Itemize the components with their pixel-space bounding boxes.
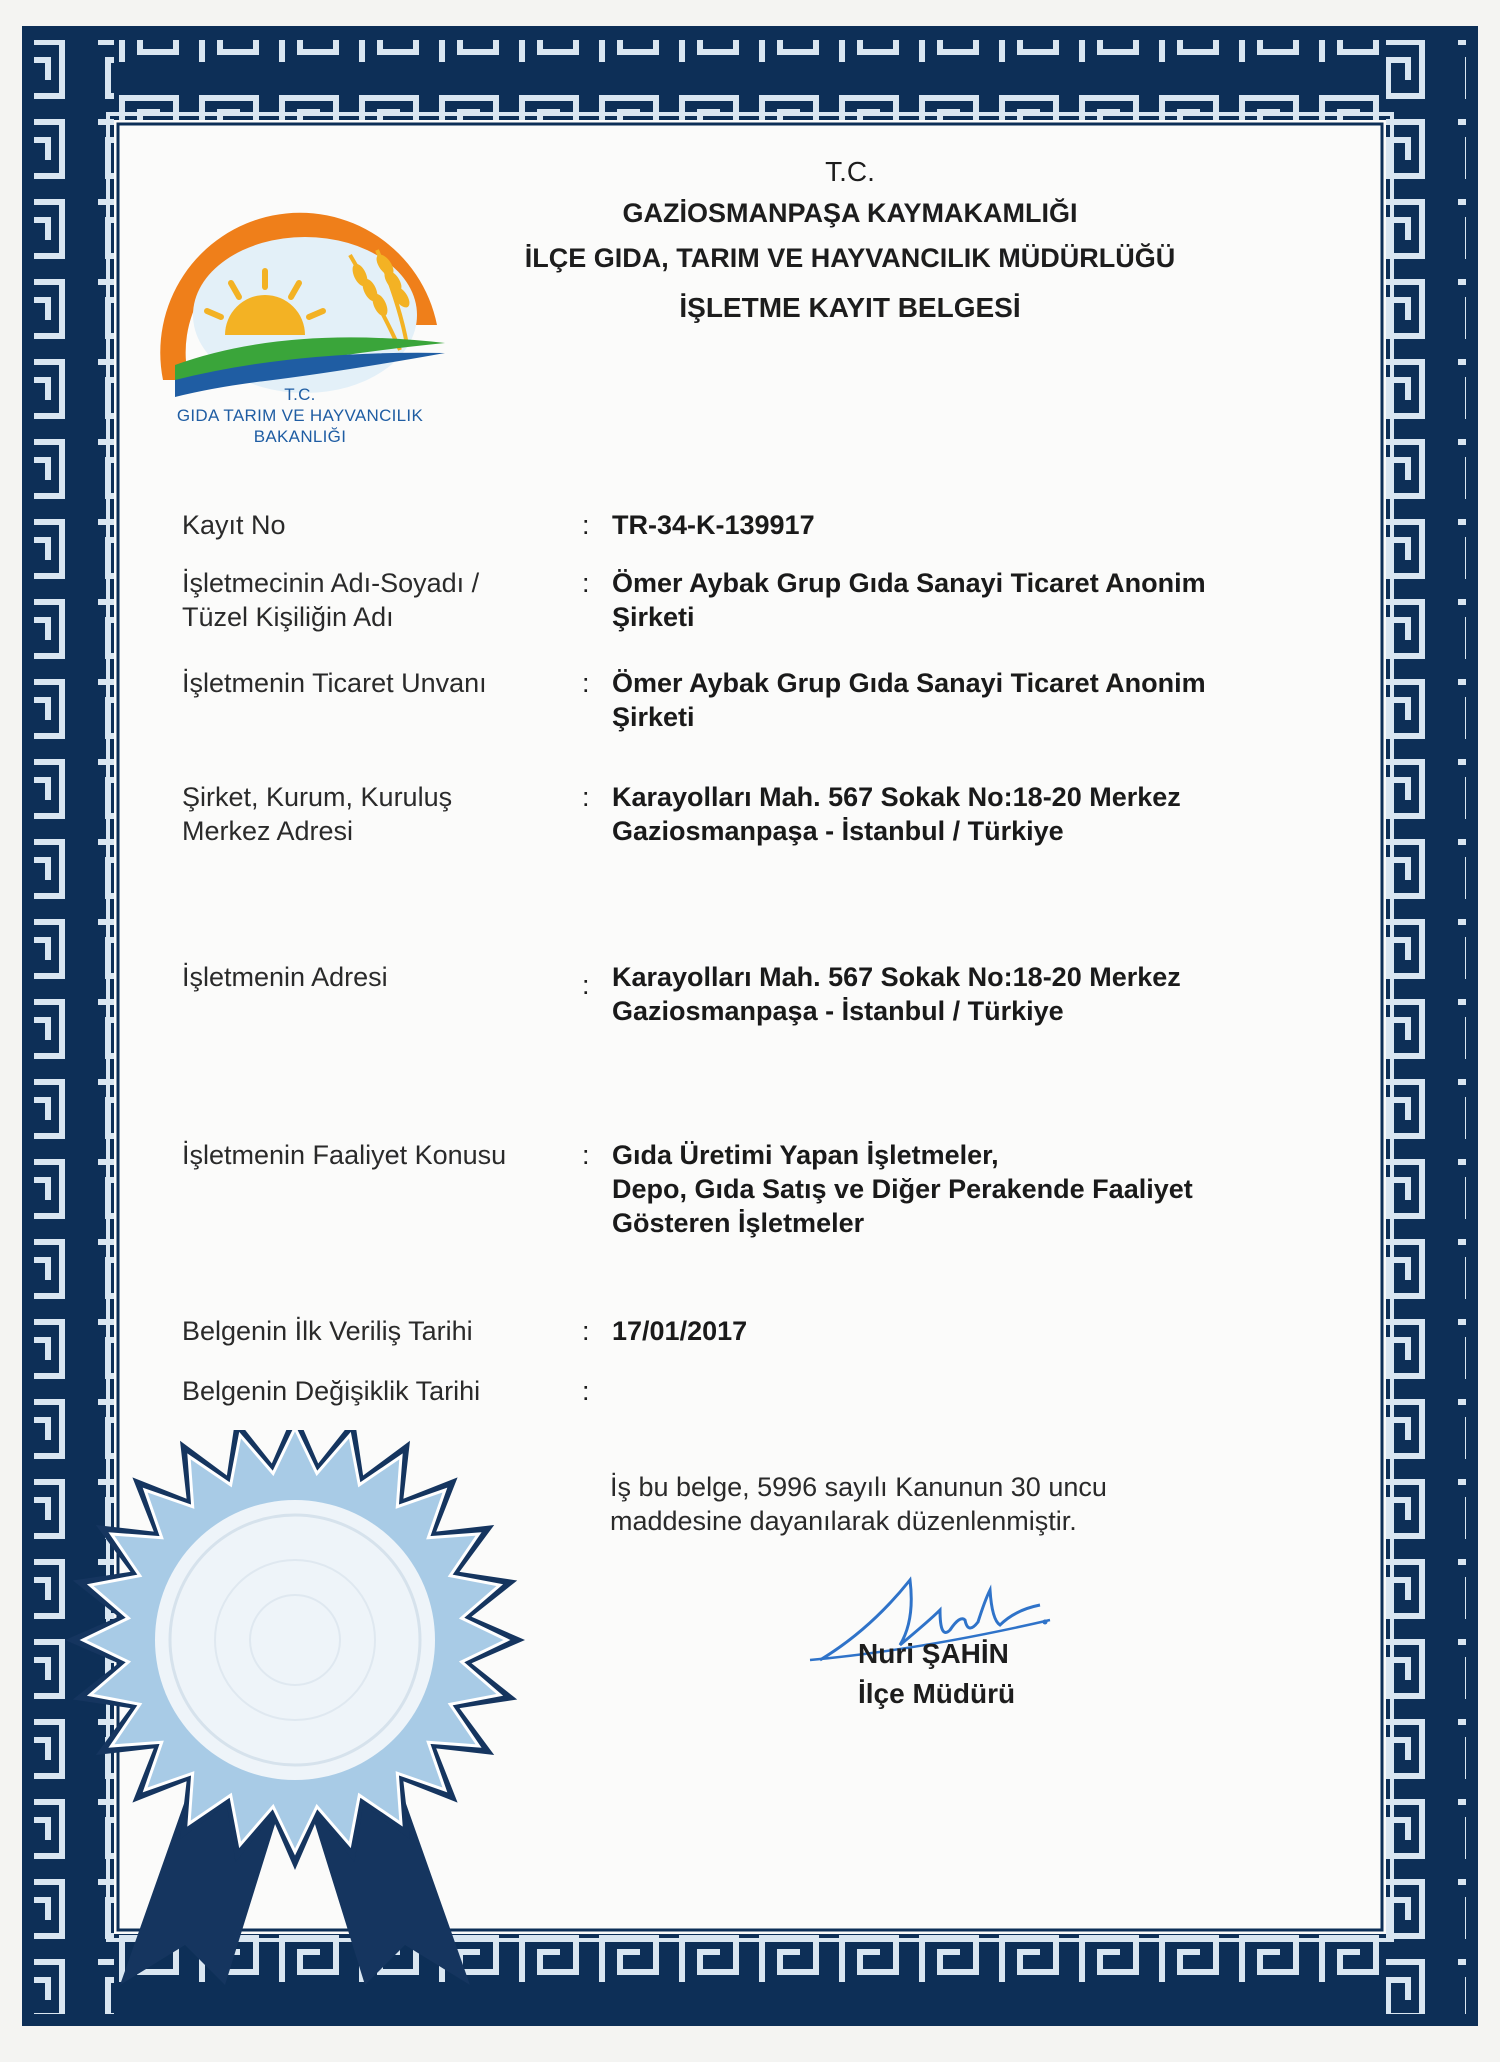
logo-caption-bakanlik: BAKANLIĞI [253,427,347,446]
field-colon: : [582,1376,590,1406]
field-value [612,566,1292,634]
field-value: TR-34-K-139917 [612,510,815,540]
logo-caption-tc: T.C. [284,385,316,404]
field-label: İşletmenin Adresi [182,962,388,992]
field-value-line: Karayolları Mah. 567 Sokak No:18-20 Merkez [612,962,1181,992]
field-value [612,666,1292,734]
field-value-line: Gaziosmanpaşa - İstanbul / Türkiye [612,816,1064,846]
header-tc: T.C. [825,156,875,187]
field-label-line: Merkez Adresi [182,816,354,846]
ministry-logo-icon [145,175,455,405]
field-colon: : [582,1316,590,1346]
field-colon: : [582,1140,590,1170]
document-title: İŞLETME KAYIT BELGESİ [679,292,1021,323]
field-value-line: Gösteren İşletmeler [612,1208,865,1238]
legal-statement [610,1470,1230,1538]
field-colon: : [582,568,590,598]
field-value-line: Depo, Gıda Satış ve Diğer Perakende Faaliyet [612,1174,1193,1204]
field-label [182,566,562,634]
header-kaymakamlik: GAZİOSMANPAŞA KAYMAKAMLIĞI [622,198,1078,228]
field-value: 17/01/2017 [612,1316,748,1346]
field-value-line: Ömer Aybak Grup Gıda Sanayi Ticaret Anonim [612,568,1206,598]
field-colon: : [582,970,590,1000]
legal-statement-line: İş bu belge, 5996 sayılı Kanunun 30 uncu [610,1472,1107,1502]
signatory-name: Nuri ŞAHİN [858,1638,1009,1669]
field-value-line: Gıda Üretimi Yapan İşletmeler, [612,1140,999,1170]
field-label: Kayıt No [182,510,286,540]
signatory-title: İlçe Müdürü [858,1678,1016,1709]
header-mudurluk: İLÇE GIDA, TARIM VE HAYVANCILIK MÜDÜRLÜĞÜ [524,243,1176,273]
field-label-line: İşletmecinin Adı-Soyadı / [182,568,480,598]
field-label: Belgenin Değişiklik Tarihi [182,1376,481,1406]
field-colon: : [582,668,590,698]
field-value-line: Şirketi [612,602,695,632]
field-label: İşletmenin Faaliyet Konusu [182,1140,507,1170]
legal-statement-line: maddesine dayanılarak düzenlenmiştir. [610,1506,1077,1536]
field-value [612,780,1292,848]
field-label: Belgenin İlk Veriliş Tarihi [182,1316,473,1346]
field-colon: : [582,782,590,812]
logo-caption-ministry: GIDA TARIM VE HAYVANCILIK [176,406,424,425]
field-value-line: Şirketi [612,702,695,732]
field-colon: : [582,510,590,540]
field-value-line: Gaziosmanpaşa - İstanbul / Türkiye [612,996,1064,1026]
field-label-line: Şirket, Kurum, Kuruluş [182,782,453,812]
field-label [182,780,562,848]
field-value-line: Ömer Aybak Grup Gıda Sanayi Ticaret Anonim [612,668,1206,698]
field-value [612,1138,1292,1240]
field-value [612,960,1292,1028]
field-label: İşletmenin Ticaret Unvanı [182,668,487,698]
field-label-line: Tüzel Kişiliğin Adı [182,602,394,632]
field-value-line: Karayolları Mah. 567 Sokak No:18-20 Merkez [612,782,1181,812]
embossed-rosette-seal-icon [60,1430,530,1990]
